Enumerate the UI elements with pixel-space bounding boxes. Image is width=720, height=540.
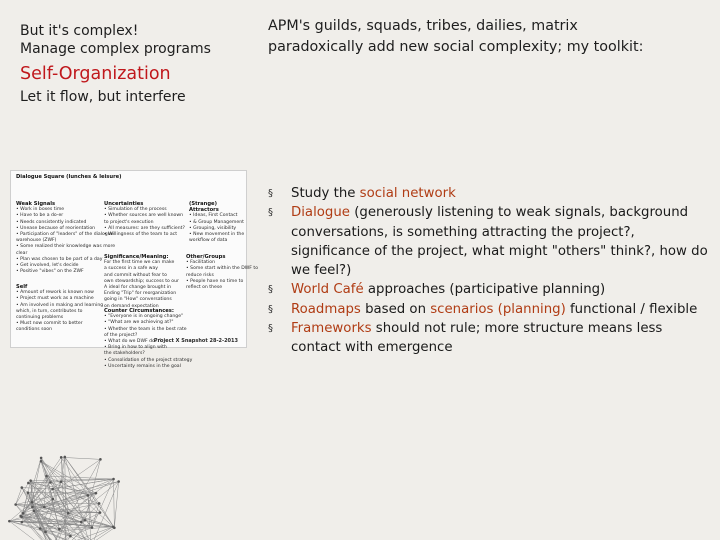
left-header (20, 22, 250, 106)
bullet-dialogue: § Dialogue (generously listening to weak signals, background conversations, is something attracting the project?, significance of the project, what might "others" think?, how do we feel?) (268, 205, 708, 279)
network-node (27, 491, 30, 494)
right-header (268, 16, 708, 58)
toolkit-list-item: • Willingness of the team to act (104, 232, 178, 238)
toolkit-snapshot-image (10, 170, 259, 369)
strange-attractors-box: (Strange) Attractors • Ideas, First Contact • & Group Management • Grouping, visibility • New movement in the workflow of data (189, 201, 245, 244)
network-node (112, 478, 115, 481)
toolkit-list-item: reflect on these (186, 285, 223, 291)
toolkit-list-item: on demand expectation (104, 303, 159, 309)
network-node (67, 512, 70, 515)
toolkit-list-item: • & Group Management (189, 219, 244, 225)
toolkit-list-item: • Get involved, let's decide (16, 263, 79, 269)
toolkit-list-item: workflow of data (189, 238, 228, 244)
network-node (52, 498, 55, 501)
toolkit-list-item: • Whether sources are well known (104, 213, 183, 219)
bullet-world-cafe: § World Café approaches (participative planning) (268, 280, 708, 299)
section-title: Self-Organization (20, 64, 171, 84)
keyword-world-cafe: World Café (291, 282, 364, 298)
network-node (29, 479, 32, 482)
network-node (20, 516, 23, 519)
network-node (87, 494, 90, 497)
network-node (8, 520, 11, 523)
toolkit-list-item: • Uncertainty remains in the goal (104, 363, 181, 369)
network-node (21, 521, 24, 524)
keyword-dialogue: Dialogue (291, 205, 350, 221)
toolkit-list-item: • Consolidation of the project strategy (104, 357, 193, 363)
toolkit-list-item: • Some start within the DWF to (186, 266, 259, 272)
toolkit-list-item: • People have no time to (186, 278, 244, 284)
toolkit-bullet-list (268, 184, 708, 358)
toolkit-list-item: • "What are we achieving at?" (104, 320, 174, 326)
network-node (45, 475, 48, 478)
network-node (40, 460, 43, 463)
keyword-social-network: social network (359, 186, 456, 201)
toolkit-list-item: the stakeholders? (104, 351, 145, 357)
bullet-marker: § (268, 284, 273, 296)
toolkit-list-item: • Needs consistently indicated (16, 219, 87, 225)
network-links (9, 457, 118, 540)
toolkit-list-item: clear (16, 250, 28, 256)
toolkit-list-item: going in "How" conversations (104, 297, 172, 303)
bullet-social-network: § Study the social network (268, 184, 708, 203)
network-node (27, 482, 30, 485)
keyword-roadmaps: Roadmaps (291, 301, 361, 317)
bullet-marker: § (268, 303, 273, 315)
toolkit-list-item: Ending "Trip" for reorganization (104, 291, 177, 297)
toolkit-list-item: • Amount of rework is known now (16, 290, 94, 296)
network-node (51, 488, 54, 491)
toolkit-list-item: conditions soon (16, 327, 53, 333)
toolkit-title: Dialogue Square (lunches & leisure) (16, 174, 122, 180)
network-node (14, 503, 17, 506)
keyword-scenarios: scenarios (planning) (430, 301, 566, 317)
toolkit-list-item: • Grouping, visibility (189, 225, 237, 231)
weak-signals-box: Weak Signals • Work in boxes time • Have to be a do-er • Needs consistently indicated • Unease because of reorientation • Participation of "leaders" of the dialogue warehouse (ZWF) • Some realized their knowledge was more clear • Plan was chosen to be part of a day • Get involved, let's decide • Positive "vibes" on the ZWF (16, 201, 116, 275)
toolkit-list-item: and commit without fear to (104, 272, 167, 278)
toolkit-list-item: • All measures: are they sufficient? (104, 225, 185, 231)
right-header-line-1: APM's guilds, squads, tribes, dailies, matrix (268, 18, 578, 34)
toolkit-list-item: A ideal for change brought in (104, 285, 172, 291)
keyword-frameworks: Frameworks (291, 321, 372, 337)
network-node (33, 510, 36, 513)
toolkit-list-item: • Work in boxes time (16, 207, 65, 213)
toolkit-list-item: • Bring in how to align with (104, 345, 167, 351)
left-header-line-1: But it's complex! (20, 23, 139, 39)
network-node (49, 481, 52, 484)
right-header-line-2: paradoxically add new social complexity; my toolkit: (268, 39, 644, 55)
left-header-line-2: Manage complex programs (20, 41, 211, 57)
bullet-marker: § (268, 323, 273, 335)
network-node (95, 492, 98, 495)
network-node (98, 502, 101, 505)
toolkit-footer: Project X Snapshot 28-2-2013 (153, 337, 238, 344)
network-node (113, 526, 116, 529)
toolkit-list-item: For the first time we can make (104, 260, 175, 266)
bullet-marker: § (268, 188, 273, 199)
network-node (21, 486, 24, 489)
toolkit-list-item: • Whether the team is the best rate (104, 326, 187, 332)
network-node (39, 527, 42, 530)
toolkit-list-item: • Simulation of the process (104, 207, 167, 213)
bullet-marker: § (268, 207, 273, 219)
toolkit-list-item: a success in a safe way (104, 266, 159, 272)
network-node (43, 506, 46, 509)
toolkit-list-item: • New movement in the (189, 232, 245, 238)
toolkit-list-item: • Must now commit to better (16, 321, 83, 327)
network-node (31, 501, 34, 504)
toolkit-list-item: warehouse (ZWF) (16, 238, 57, 244)
toolkit-list-item: • Facilitation (186, 260, 215, 266)
toolkit-list-item: • Some realized their knowledge was more (16, 244, 116, 250)
toolkit-list-item: own stewardship; success to our (104, 278, 179, 284)
toolkit-list-item: • Plan was chosen to be part of a day (16, 256, 103, 262)
significance-box: Significance/Meaning: For the first time we can make a success in a safe way and commit without fear to own stewardship; success to our A ideal for change brought in Ending "Trip" for reorganization going in "How" conversations on demand expectation (104, 254, 184, 310)
network-node (60, 456, 63, 459)
bullet-frameworks: § Frameworks should not rule; more structure means less contact with emergence (268, 321, 663, 356)
toolkit-list-item: to project's execution (104, 219, 154, 225)
network-node (91, 526, 94, 529)
toolkit-list-item: • Have to be a do-er (16, 213, 64, 219)
toolkit-list-item: reduce risks (186, 272, 214, 278)
network-node (31, 506, 34, 509)
network-node (44, 531, 47, 534)
section-subtitle: Let it flow, but interfere (20, 89, 186, 105)
bullet-roadmaps: § Roadmaps based on scenarios (planning) functional / flexible (268, 300, 708, 319)
counter-circumstances-box: Counter Circumstances: • "Everyone is in ongoing change" • "What are we achieving at?" • Whether the team is the best rate of the project? • What do we DWF do...? • Bring in how to align with the stakeholders? • Consolidation of the project strategy • Uncertainty remains in the goal (104, 308, 239, 370)
toolkit-list-item: of the project? (104, 332, 138, 338)
network-node (99, 458, 102, 461)
toolkit-list-item: • Unease because of reorientation (16, 225, 96, 231)
network-node (22, 512, 25, 515)
toolkit-list-item: which, in turn, contributes to (16, 308, 83, 314)
toolkit-list-item: • What do we DWF do...? (104, 339, 162, 345)
toolkit-list-item: • "Everyone is in ongoing change" (104, 314, 184, 320)
network-node (80, 521, 83, 524)
toolkit-list-item: • Project must work as a machine (16, 296, 94, 302)
network-node (60, 480, 63, 483)
toolkit-list-item: • Positive "vibes" on the ZWF (16, 269, 84, 275)
toolkit-list-item: • Am involved in making and learning (16, 302, 104, 308)
uncertainties-box: Uncertainties • Simulation of the process • Whether sources are well known to project's execution • All measures: are they sufficient? • Willingness of the team to act (104, 201, 192, 238)
other-groups-box: Other/Groups • Facilitation • Some start within the DWF to reduce risks • People have no time to reflect on these (186, 254, 259, 291)
network-node (58, 528, 61, 531)
self-box: Self • Amount of rework is known now • Project must work as a machine • Am involved in making and learning which, in turn, contributes to continuing problems • Must now commit to better conditions soon (16, 284, 104, 333)
network-node (84, 519, 87, 522)
network-node (117, 480, 120, 483)
toolkit-list-item: continuing problems (16, 315, 64, 321)
toolkit-list-item: • Participation of "leaders" of the dialogue (16, 232, 114, 238)
social-network-graphic (0, 440, 130, 540)
toolkit-list-item: • Ideas, First Contact (189, 213, 238, 219)
network-node (40, 457, 43, 460)
network-node (63, 456, 66, 459)
network-node (69, 535, 72, 538)
network-node (99, 511, 102, 514)
